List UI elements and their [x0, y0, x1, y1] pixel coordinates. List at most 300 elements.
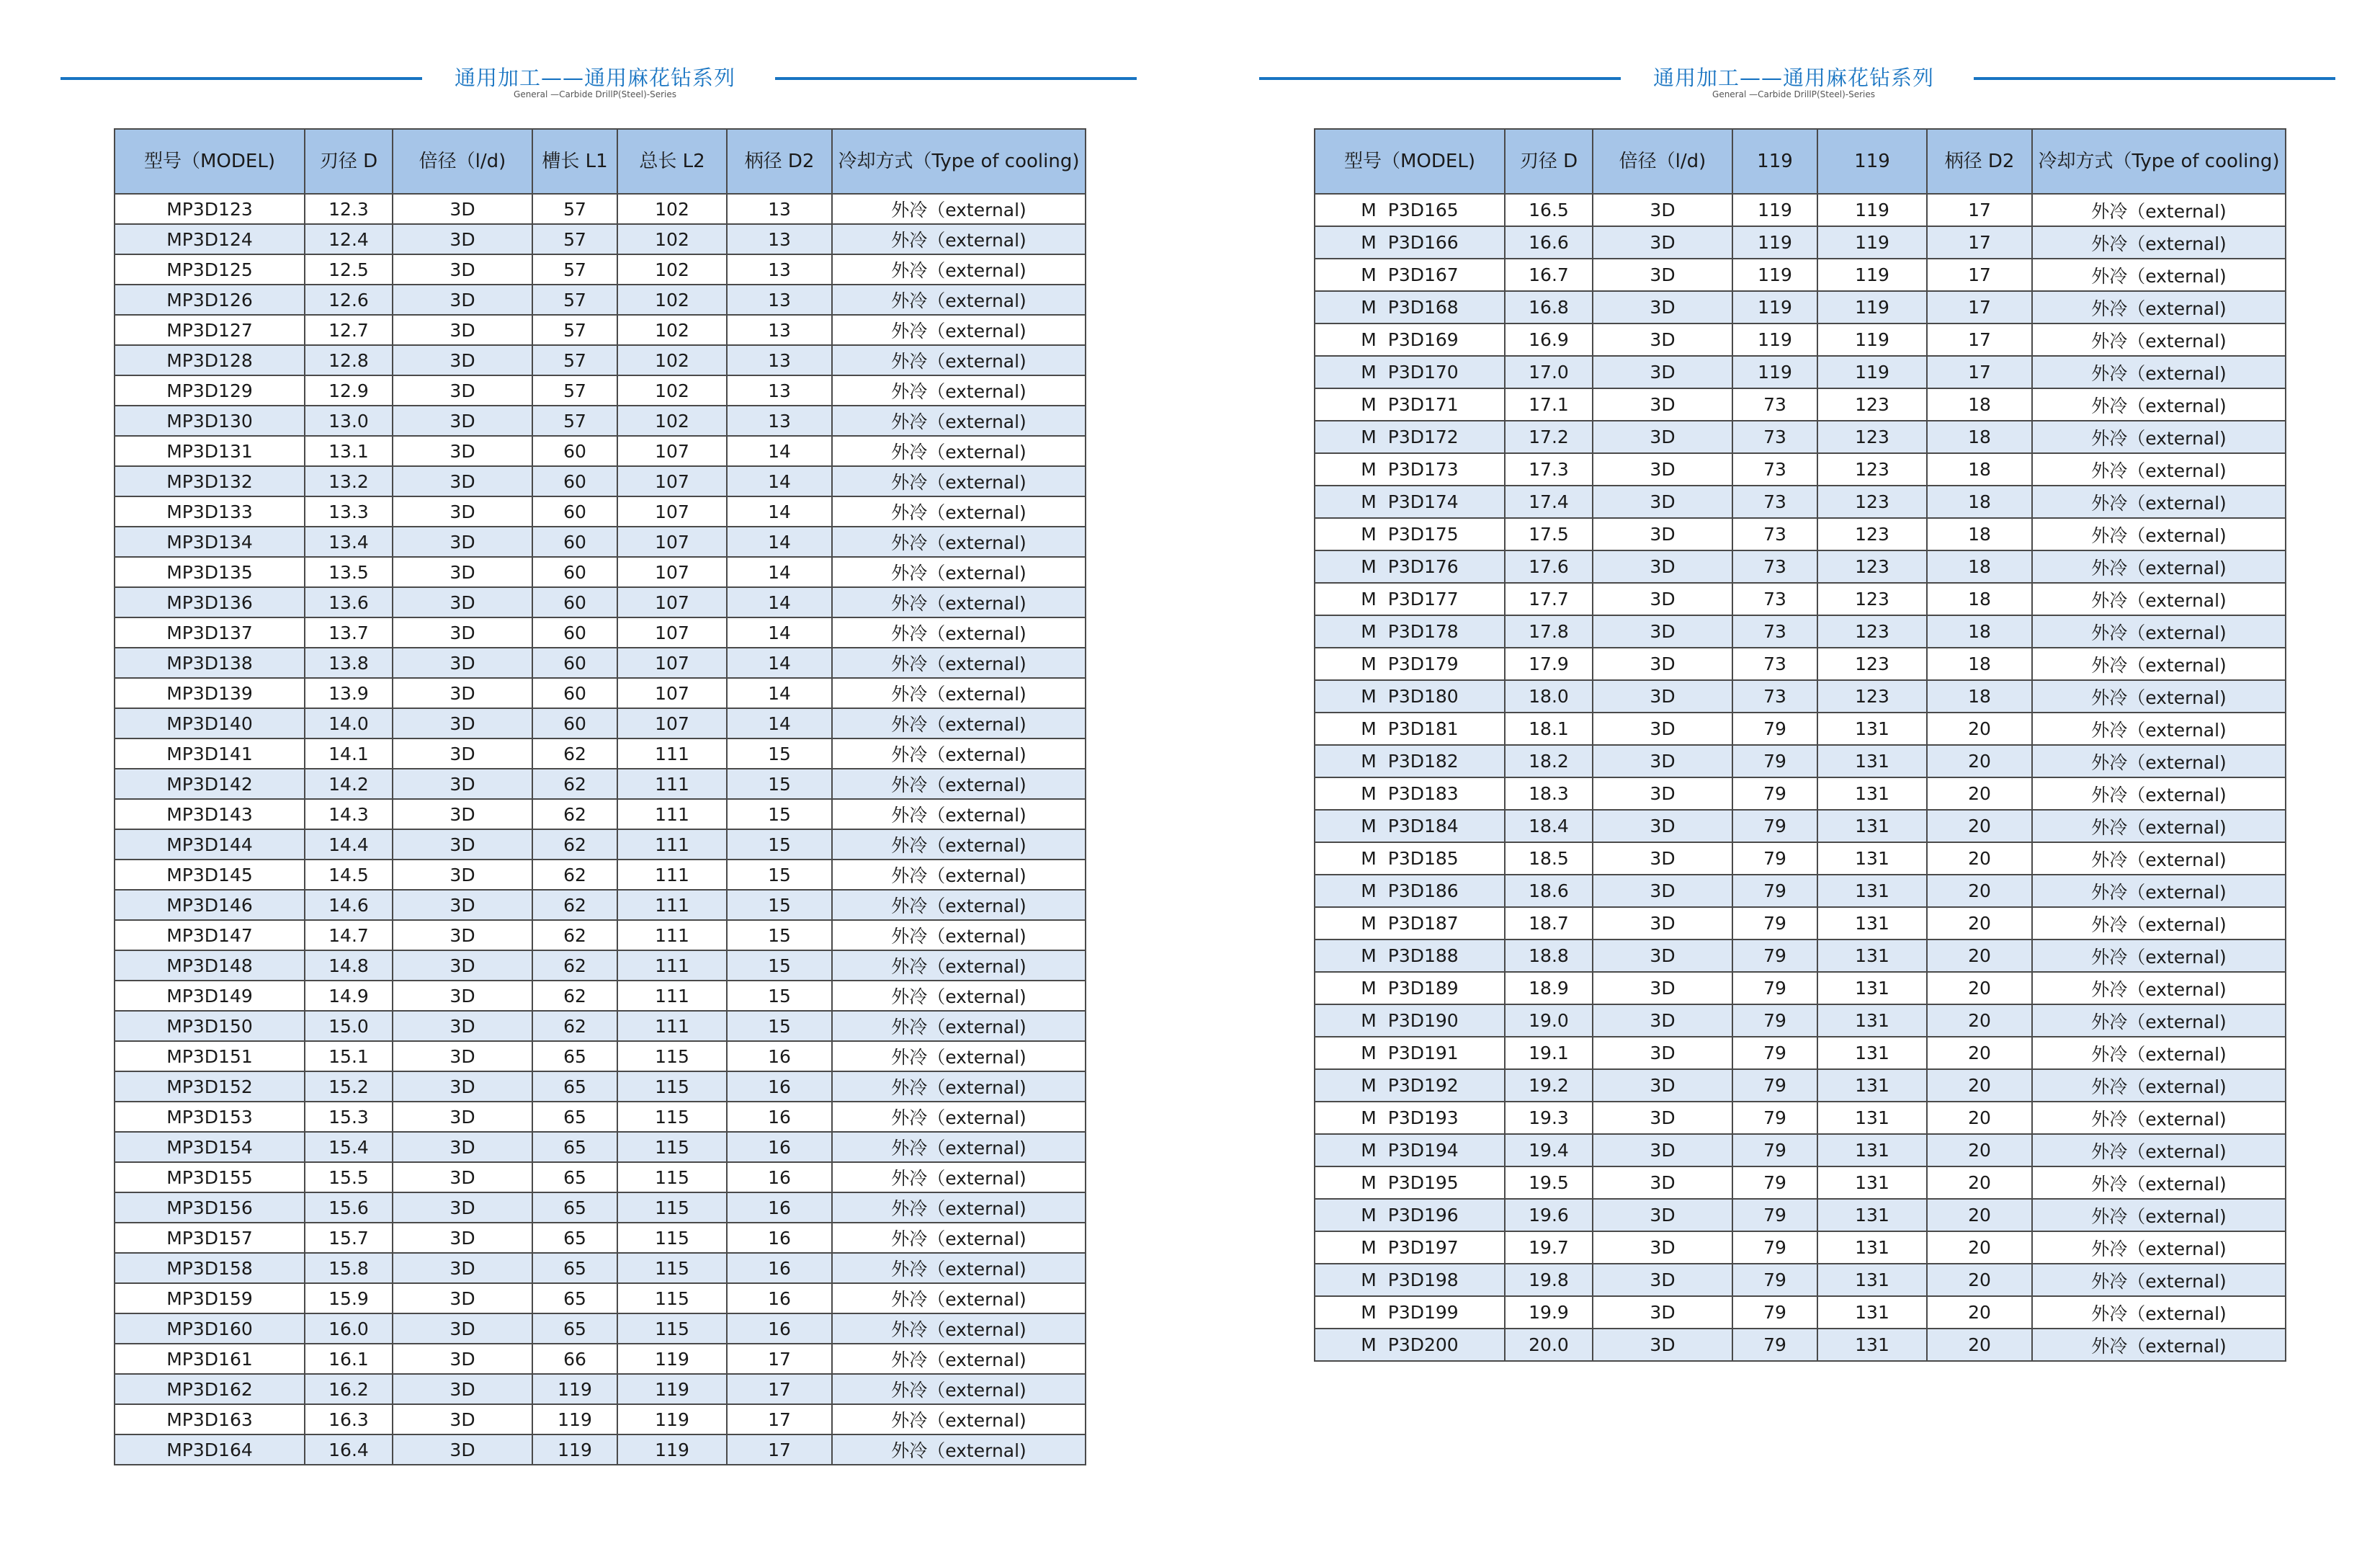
cell-flute-length: 73	[1732, 648, 1817, 680]
cell-diameter: 14.6	[305, 890, 393, 920]
cell-diameter: 14.8	[305, 950, 393, 981]
header-ratio: 倍径（l/d)	[1593, 129, 1732, 194]
cell-diameter: 17.1	[1505, 388, 1593, 421]
cell-cooling: 外冷（external)	[832, 1223, 1086, 1253]
cell-diameter: 17.8	[1505, 615, 1593, 648]
cell-ratio: 3D	[393, 769, 532, 799]
cell-ratio: 3D	[1593, 421, 1732, 453]
cell-total-length: 119	[617, 1434, 727, 1465]
cell-shank-diameter: 17	[1927, 194, 2032, 226]
cell-diameter: 15.2	[305, 1071, 393, 1102]
cell-model: MP3D160	[115, 1313, 305, 1344]
cell-ratio: 3D	[393, 1102, 532, 1132]
cell-diameter: 19.7	[1505, 1231, 1593, 1264]
table-row	[115, 1041, 1086, 1071]
cell-flute-length: 79	[1732, 1134, 1817, 1166]
table-row	[1315, 1037, 2286, 1069]
cell-cooling: 外冷（external)	[832, 194, 1086, 224]
cell-flute-length: 79	[1732, 1231, 1817, 1264]
cell-cooling: 外冷（external)	[2032, 453, 2286, 486]
cell-cooling: 外冷（external)	[2032, 615, 2286, 648]
cell-shank-diameter: 18	[1927, 453, 2032, 486]
cell-flute-length: 57	[532, 285, 617, 315]
cell-ratio: 3D	[393, 466, 532, 496]
table-row	[1315, 907, 2286, 940]
cell-total-length: 123	[1817, 615, 1927, 648]
cell-cooling: 外冷（external)	[832, 1283, 1086, 1313]
cell-cooling: 外冷（external)	[2032, 1296, 2286, 1329]
cell-model: M P3D184	[1315, 810, 1505, 842]
cell-ratio: 3D	[393, 890, 532, 920]
cell-total-length: 107	[617, 466, 727, 496]
table-row	[1315, 1296, 2286, 1329]
cell-flute-length: 73	[1732, 486, 1817, 518]
cell-shank-diameter: 20	[1927, 1199, 2032, 1231]
table-row	[1315, 259, 2286, 291]
cell-ratio: 3D	[1593, 518, 1732, 550]
cell-total-length: 131	[1817, 1199, 1927, 1231]
cell-cooling: 外冷（external)	[2032, 907, 2286, 940]
cell-shank-diameter: 20	[1927, 1037, 2032, 1069]
cell-ratio: 3D	[393, 224, 532, 254]
cell-ratio: 3D	[1593, 291, 1732, 323]
cell-total-length: 115	[617, 1162, 727, 1192]
cell-model: MP3D152	[115, 1071, 305, 1102]
cell-ratio: 3D	[1593, 680, 1732, 713]
cell-diameter: 16.6	[1505, 226, 1593, 259]
cell-diameter: 19.4	[1505, 1134, 1593, 1166]
cell-shank-diameter: 16	[727, 1132, 832, 1162]
cell-total-length: 111	[617, 890, 727, 920]
cell-cooling: 外冷（external)	[832, 860, 1086, 890]
cell-model: MP3D154	[115, 1132, 305, 1162]
cell-flute-length: 65	[532, 1162, 617, 1192]
table-row	[115, 1132, 1086, 1162]
cell-total-length: 119	[1817, 259, 1927, 291]
cell-cooling: 外冷（external)	[832, 890, 1086, 920]
cell-cooling: 外冷（external)	[832, 1011, 1086, 1041]
cell-cooling: 外冷（external)	[832, 1253, 1086, 1283]
cell-cooling: 外冷（external)	[832, 375, 1086, 406]
cell-cooling: 外冷（external)	[2032, 356, 2286, 388]
table-row	[115, 254, 1086, 285]
cell-cooling: 外冷（external)	[832, 1041, 1086, 1071]
table-row	[115, 1283, 1086, 1313]
header-cooling: 冷却方式（Type of cooling)	[832, 129, 1086, 194]
cell-cooling: 外冷（external)	[2032, 1069, 2286, 1102]
cell-diameter: 14.3	[305, 799, 393, 829]
cell-ratio: 3D	[393, 1404, 532, 1434]
cell-flute-length: 73	[1732, 550, 1817, 583]
cell-shank-diameter: 20	[1927, 842, 2032, 875]
cell-ratio: 3D	[1593, 940, 1732, 972]
cell-total-length: 123	[1817, 453, 1927, 486]
cell-ratio: 3D	[1593, 1037, 1732, 1069]
cell-ratio: 3D	[393, 436, 532, 466]
cell-flute-length: 60	[532, 466, 617, 496]
cell-model: M P3D175	[1315, 518, 1505, 550]
cell-model: MP3D129	[115, 375, 305, 406]
cell-ratio: 3D	[1593, 842, 1732, 875]
cell-flute-length: 65	[532, 1132, 617, 1162]
cell-shank-diameter: 15	[727, 769, 832, 799]
cell-total-length: 123	[1817, 648, 1927, 680]
cell-model: M P3D189	[1315, 972, 1505, 1004]
cell-shank-diameter: 20	[1927, 713, 2032, 745]
cell-cooling: 外冷（external)	[2032, 291, 2286, 323]
cell-ratio: 3D	[393, 1313, 532, 1344]
cell-shank-diameter: 18	[1927, 583, 2032, 615]
cell-model: M P3D180	[1315, 680, 1505, 713]
cell-flute-length: 73	[1732, 680, 1817, 713]
cell-ratio: 3D	[393, 345, 532, 375]
cell-flute-length: 119	[532, 1434, 617, 1465]
cell-cooling: 外冷（external)	[2032, 550, 2286, 583]
cell-flute-length: 119	[1732, 323, 1817, 356]
table-row	[115, 557, 1086, 587]
cell-model: MP3D124	[115, 224, 305, 254]
cell-shank-diameter: 14	[727, 648, 832, 678]
cell-flute-length: 79	[1732, 972, 1817, 1004]
cell-total-length: 131	[1817, 940, 1927, 972]
cell-ratio: 3D	[1593, 388, 1732, 421]
cell-shank-diameter: 20	[1927, 810, 2032, 842]
cell-total-length: 131	[1817, 1004, 1927, 1037]
cell-ratio: 3D	[1593, 972, 1732, 1004]
cell-total-length: 131	[1817, 1069, 1927, 1102]
cell-shank-diameter: 20	[1927, 1004, 2032, 1037]
cell-shank-diameter: 18	[1927, 680, 2032, 713]
cell-diameter: 14.2	[305, 769, 393, 799]
cell-shank-diameter: 15	[727, 920, 832, 950]
table-row	[1315, 745, 2286, 777]
cell-diameter: 13.7	[305, 617, 393, 648]
cell-ratio: 3D	[1593, 259, 1732, 291]
cell-cooling: 外冷（external)	[832, 406, 1086, 436]
cell-cooling: 外冷（external)	[832, 708, 1086, 738]
cell-model: MP3D145	[115, 860, 305, 890]
cell-flute-length: 119	[1732, 356, 1817, 388]
table-row	[1315, 680, 2286, 713]
cell-shank-diameter: 17	[727, 1374, 832, 1404]
cell-shank-diameter: 20	[1927, 1102, 2032, 1134]
cell-ratio: 3D	[393, 920, 532, 950]
cell-shank-diameter: 13	[727, 224, 832, 254]
cell-shank-diameter: 20	[1927, 1231, 2032, 1264]
table-row	[115, 1344, 1086, 1374]
cell-diameter: 16.1	[305, 1344, 393, 1374]
cell-model: M P3D192	[1315, 1069, 1505, 1102]
cell-flute-length: 62	[532, 738, 617, 769]
cell-model: MP3D131	[115, 436, 305, 466]
cell-ratio: 3D	[1593, 810, 1732, 842]
cell-shank-diameter: 17	[1927, 226, 2032, 259]
table-row	[115, 890, 1086, 920]
cell-model: M P3D186	[1315, 875, 1505, 907]
cell-model: M P3D182	[1315, 745, 1505, 777]
cell-ratio: 3D	[393, 1071, 532, 1102]
table-row	[115, 708, 1086, 738]
table-row	[115, 1192, 1086, 1223]
cell-ratio: 3D	[1593, 1134, 1732, 1166]
cell-ratio: 3D	[393, 1344, 532, 1374]
cell-flute-length: 79	[1732, 1037, 1817, 1069]
cell-model: MP3D142	[115, 769, 305, 799]
cell-diameter: 14.5	[305, 860, 393, 890]
cell-total-length: 119	[617, 1404, 727, 1434]
header-model: 型号（MODEL)	[115, 129, 305, 194]
cell-diameter: 16.7	[1505, 259, 1593, 291]
table-row	[115, 587, 1086, 617]
cell-flute-length: 79	[1732, 1264, 1817, 1296]
cell-model: MP3D157	[115, 1223, 305, 1253]
cell-shank-diameter: 13	[727, 315, 832, 345]
cell-total-length: 115	[617, 1071, 727, 1102]
cell-cooling: 外冷（external)	[2032, 745, 2286, 777]
table-row	[115, 285, 1086, 315]
cell-total-length: 107	[617, 436, 727, 466]
cell-cooling: 外冷（external)	[2032, 1037, 2286, 1069]
cell-ratio: 3D	[1593, 648, 1732, 680]
table-row	[1315, 648, 2286, 680]
cell-ratio: 3D	[393, 285, 532, 315]
cell-total-length: 102	[617, 254, 727, 285]
cell-cooling: 外冷（external)	[832, 1162, 1086, 1192]
cell-cooling: 外冷（external)	[2032, 226, 2286, 259]
cell-total-length: 111	[617, 920, 727, 950]
cell-cooling: 外冷（external)	[2032, 1199, 2286, 1231]
cell-ratio: 3D	[393, 557, 532, 587]
cell-model: MP3D164	[115, 1434, 305, 1465]
cell-model: MP3D156	[115, 1192, 305, 1223]
cell-diameter: 12.7	[305, 315, 393, 345]
cell-shank-diameter: 14	[727, 527, 832, 557]
cell-cooling: 外冷（external)	[2032, 259, 2286, 291]
table-row	[115, 1071, 1086, 1102]
table-row	[115, 1374, 1086, 1404]
cell-ratio: 3D	[393, 648, 532, 678]
cell-cooling: 外冷（external)	[832, 648, 1086, 678]
cell-flute-length: 79	[1732, 1166, 1817, 1199]
cell-diameter: 16.5	[1505, 194, 1593, 226]
cell-flute-length: 60	[532, 587, 617, 617]
cell-ratio: 3D	[393, 799, 532, 829]
cell-diameter: 17.7	[1505, 583, 1593, 615]
table-row	[115, 981, 1086, 1011]
cell-shank-diameter: 17	[1927, 356, 2032, 388]
cell-shank-diameter: 14	[727, 708, 832, 738]
cell-model: MP3D127	[115, 315, 305, 345]
cell-ratio: 3D	[1593, 1199, 1732, 1231]
cell-total-length: 131	[1817, 1037, 1927, 1069]
cell-cooling: 外冷（external)	[832, 950, 1086, 981]
cell-shank-diameter: 15	[727, 1011, 832, 1041]
cell-ratio: 3D	[393, 981, 532, 1011]
table-row	[1315, 777, 2286, 810]
cell-cooling: 外冷（external)	[832, 587, 1086, 617]
cell-cooling: 外冷（external)	[2032, 1004, 2286, 1037]
cell-diameter: 19.9	[1505, 1296, 1593, 1329]
cell-ratio: 3D	[393, 1223, 532, 1253]
cell-cooling: 外冷（external)	[2032, 1166, 2286, 1199]
cell-flute-length: 65	[532, 1223, 617, 1253]
cell-diameter: 15.1	[305, 1041, 393, 1071]
cell-ratio: 3D	[1593, 1231, 1732, 1264]
cell-cooling: 外冷（external)	[832, 678, 1086, 708]
cell-cooling: 外冷（external)	[2032, 875, 2286, 907]
table-row	[115, 406, 1086, 436]
cell-shank-diameter: 20	[1927, 1134, 2032, 1166]
cell-total-length: 107	[617, 708, 727, 738]
cell-shank-diameter: 18	[1927, 550, 2032, 583]
cell-diameter: 12.9	[305, 375, 393, 406]
table-row	[115, 527, 1086, 557]
cell-diameter: 12.3	[305, 194, 393, 224]
cell-shank-diameter: 14	[727, 466, 832, 496]
header-col-5: 119	[1817, 129, 1927, 194]
table-row	[1315, 713, 2286, 745]
cell-cooling: 外冷（external)	[832, 1434, 1086, 1465]
cell-ratio: 3D	[393, 950, 532, 981]
cell-flute-length: 60	[532, 496, 617, 527]
table-row	[1315, 810, 2286, 842]
table-row	[1315, 1102, 2286, 1134]
cell-model: M P3D200	[1315, 1329, 1505, 1361]
cell-shank-diameter: 15	[727, 950, 832, 981]
header-flute-length: 槽长 L1	[532, 129, 617, 194]
header-rule-left	[1259, 77, 1621, 80]
cell-model: MP3D126	[115, 285, 305, 315]
cell-total-length: 107	[617, 496, 727, 527]
cell-shank-diameter: 15	[727, 799, 832, 829]
table-row	[1315, 1231, 2286, 1264]
cell-shank-diameter: 18	[1927, 388, 2032, 421]
cell-shank-diameter: 14	[727, 617, 832, 648]
cell-cooling: 外冷（external)	[832, 1404, 1086, 1434]
cell-flute-length: 60	[532, 527, 617, 557]
cell-shank-diameter: 14	[727, 678, 832, 708]
cell-shank-diameter: 16	[727, 1071, 832, 1102]
cell-model: M P3D166	[1315, 226, 1505, 259]
cell-flute-length: 57	[532, 315, 617, 345]
cell-model: MP3D146	[115, 890, 305, 920]
cell-flute-length: 57	[532, 254, 617, 285]
table-row	[115, 860, 1086, 890]
cell-model: MP3D162	[115, 1374, 305, 1404]
cell-ratio: 3D	[1593, 1264, 1732, 1296]
cell-diameter: 15.6	[305, 1192, 393, 1223]
cell-cooling: 外冷（external)	[832, 1192, 1086, 1223]
cell-flute-length: 73	[1732, 518, 1817, 550]
cell-ratio: 3D	[1593, 777, 1732, 810]
cell-model: MP3D141	[115, 738, 305, 769]
cell-total-length: 111	[617, 738, 727, 769]
cell-total-length: 131	[1817, 777, 1927, 810]
cell-flute-length: 73	[1732, 583, 1817, 615]
cell-shank-diameter: 15	[727, 981, 832, 1011]
cell-diameter: 17.5	[1505, 518, 1593, 550]
cell-ratio: 3D	[1593, 1166, 1732, 1199]
cell-ratio: 3D	[1593, 1069, 1732, 1102]
table-row	[115, 224, 1086, 254]
cell-cooling: 外冷（external)	[2032, 972, 2286, 1004]
cell-shank-diameter: 20	[1927, 907, 2032, 940]
spec-table-left	[114, 128, 1086, 1465]
cell-shank-diameter: 15	[727, 829, 832, 860]
cell-total-length: 131	[1817, 1166, 1927, 1199]
cell-flute-length: 60	[532, 708, 617, 738]
cell-model: M P3D198	[1315, 1264, 1505, 1296]
cell-shank-diameter: 14	[727, 496, 832, 527]
cell-flute-length: 57	[532, 194, 617, 224]
cell-total-length: 102	[617, 406, 727, 436]
cell-shank-diameter: 20	[1927, 777, 2032, 810]
cell-flute-length: 79	[1732, 1102, 1817, 1134]
table-row	[115, 617, 1086, 648]
cell-total-length: 123	[1817, 583, 1927, 615]
table-row	[1315, 486, 2286, 518]
table-row	[1315, 421, 2286, 453]
cell-diameter: 18.3	[1505, 777, 1593, 810]
cell-diameter: 18.8	[1505, 940, 1593, 972]
cell-shank-diameter: 18	[1927, 518, 2032, 550]
cell-flute-length: 79	[1732, 1199, 1817, 1231]
table-row	[1315, 1199, 2286, 1231]
cell-cooling: 外冷（external)	[2032, 648, 2286, 680]
cell-model: M P3D170	[1315, 356, 1505, 388]
cell-flute-length: 79	[1732, 940, 1817, 972]
table-row	[1315, 226, 2286, 259]
cell-ratio: 3D	[393, 1132, 532, 1162]
cell-flute-length: 57	[532, 345, 617, 375]
table-header-row	[115, 129, 1086, 194]
cell-ratio: 3D	[1593, 194, 1732, 226]
cell-ratio: 3D	[393, 678, 532, 708]
cell-model: M P3D174	[1315, 486, 1505, 518]
table-row	[115, 1434, 1086, 1465]
cell-flute-length: 65	[532, 1313, 617, 1344]
table-row	[1315, 940, 2286, 972]
cell-model: M P3D167	[1315, 259, 1505, 291]
cell-ratio: 3D	[393, 375, 532, 406]
cell-cooling: 外冷（external)	[832, 436, 1086, 466]
cell-flute-length: 65	[532, 1253, 617, 1283]
cell-model: MP3D158	[115, 1253, 305, 1283]
cell-cooling: 外冷（external)	[832, 981, 1086, 1011]
cell-shank-diameter: 16	[727, 1041, 832, 1071]
cell-diameter: 18.2	[1505, 745, 1593, 777]
cell-total-length: 102	[617, 194, 727, 224]
table-row	[115, 466, 1086, 496]
table-row	[115, 769, 1086, 799]
cell-total-length: 131	[1817, 842, 1927, 875]
cell-diameter: 18.4	[1505, 810, 1593, 842]
cell-ratio: 3D	[393, 617, 532, 648]
cell-diameter: 16.8	[1505, 291, 1593, 323]
cell-cooling: 外冷（external)	[2032, 842, 2286, 875]
cell-diameter: 12.8	[305, 345, 393, 375]
table-row	[115, 799, 1086, 829]
cell-model: MP3D147	[115, 920, 305, 950]
cell-cooling: 外冷（external)	[832, 1313, 1086, 1344]
cell-ratio: 3D	[1593, 1102, 1732, 1134]
cell-diameter: 15.4	[305, 1132, 393, 1162]
cell-diameter: 16.9	[1505, 323, 1593, 356]
cell-total-length: 131	[1817, 1264, 1927, 1296]
cell-ratio: 3D	[393, 708, 532, 738]
cell-shank-diameter: 20	[1927, 1166, 2032, 1199]
cell-model: MP3D153	[115, 1102, 305, 1132]
